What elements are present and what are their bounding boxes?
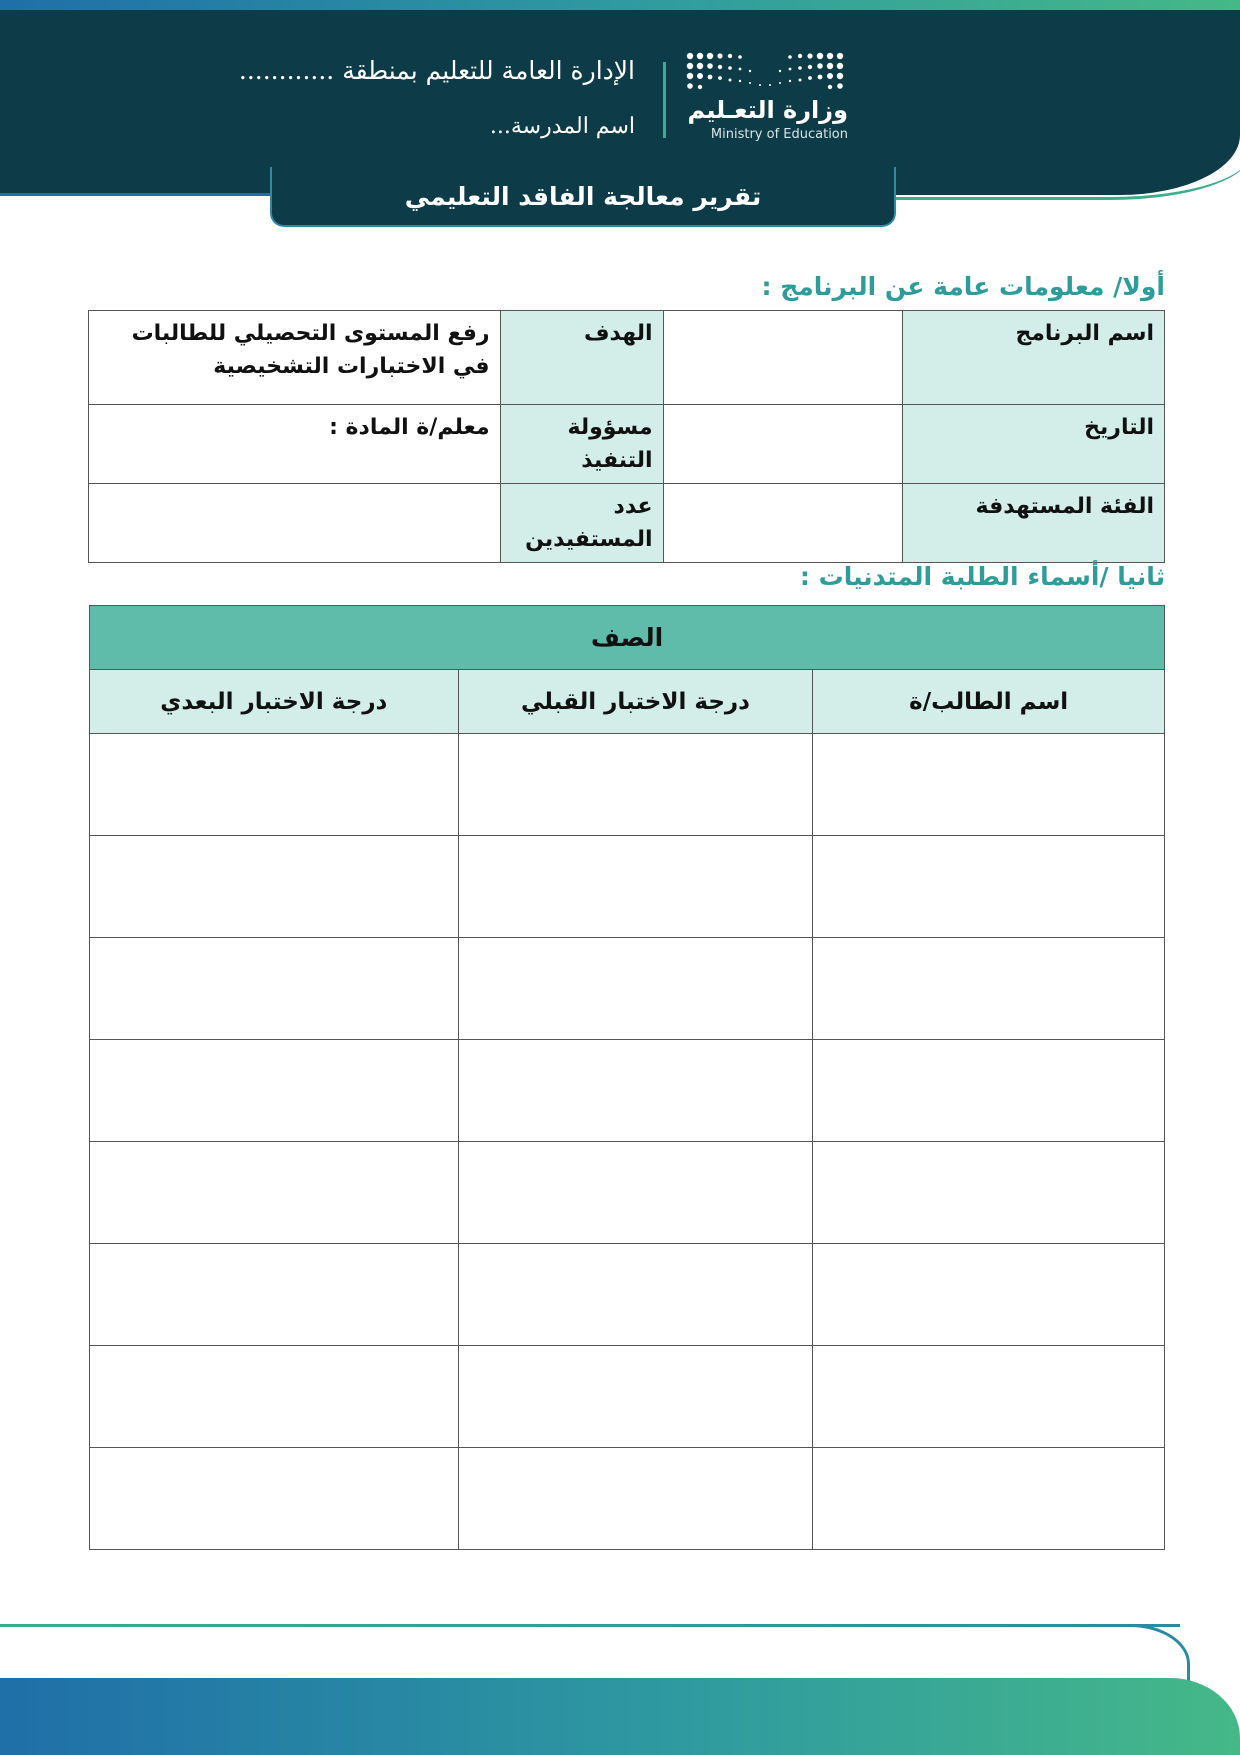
cell-post-test[interactable] <box>90 1040 459 1142</box>
logo-divider <box>663 62 666 138</box>
cell-student-name[interactable] <box>813 938 1165 1040</box>
table-row <box>90 1244 1165 1346</box>
cell-student-name[interactable] <box>813 734 1165 836</box>
header-curve <box>880 150 1240 200</box>
cell-post-test[interactable] <box>90 836 459 938</box>
cell-student-name[interactable] <box>813 1448 1165 1550</box>
label-program-name: اسم البرنامج <box>903 311 1165 405</box>
report-title-text: تقرير معالجة الفاقد التعليمي <box>404 181 762 211</box>
label-target-group: الفئة المستهدفة <box>903 484 1165 563</box>
ministry-name-ar: وزارة التعـليم <box>687 96 848 124</box>
cell-student-name[interactable] <box>813 1346 1165 1448</box>
header-line <box>0 193 280 196</box>
cell-student-name[interactable] <box>813 836 1165 938</box>
table-row <box>90 938 1165 1040</box>
admin-region-line: الإدارة العامة للتعليم بمنطقة ............ <box>238 56 635 85</box>
ministry-logo <box>680 50 850 145</box>
label-goal: الهدف <box>500 311 663 405</box>
label-beneficiaries: عدد المستفيدين <box>500 484 663 563</box>
label-date: التاريخ <box>903 405 1165 484</box>
cell-pre-test[interactable] <box>458 938 813 1040</box>
footer-line <box>0 1624 1180 1674</box>
value-date[interactable] <box>663 405 903 484</box>
cell-student-name[interactable] <box>813 1142 1165 1244</box>
cell-post-test[interactable] <box>90 1448 459 1550</box>
cell-post-test[interactable] <box>90 1244 459 1346</box>
cell-pre-test[interactable] <box>458 1346 813 1448</box>
info-row <box>89 484 1165 563</box>
section1-title: أولا/ معلومات عامة عن البرنامج : <box>761 272 1165 301</box>
ministry-name-en: Ministry of Education <box>710 127 848 142</box>
cell-post-test[interactable] <box>90 734 459 836</box>
table-row <box>90 836 1165 938</box>
value-beneficiaries[interactable] <box>89 484 501 563</box>
report-title <box>270 167 896 227</box>
cell-pre-test[interactable] <box>458 1244 813 1346</box>
table-row <box>90 1040 1165 1142</box>
info-row <box>89 405 1165 484</box>
col-student-name: اسم الطالب/ة <box>813 670 1165 734</box>
value-goal: رفع المستوى التحصيلي للطالبات في الاختبارات التشخيصية <box>89 311 501 405</box>
program-info-table <box>88 310 1165 563</box>
table-row <box>90 1346 1165 1448</box>
cell-post-test[interactable] <box>90 938 459 1040</box>
school-name-line: اسم المدرسة... <box>489 114 635 139</box>
table-row <box>90 1142 1165 1244</box>
logo-dots-icon <box>684 50 846 92</box>
value-target-group[interactable] <box>663 484 903 563</box>
column-header-row <box>90 670 1165 734</box>
cell-student-name[interactable] <box>813 1040 1165 1142</box>
footer-band <box>0 1678 1240 1755</box>
cell-pre-test[interactable] <box>458 1040 813 1142</box>
info-row <box>89 311 1165 405</box>
section2-title: ثانيا /أسماء الطلبة المتدنيات : <box>799 562 1165 591</box>
col-pre-test: درجة الاختبار القبلي <box>458 670 813 734</box>
class-header-row <box>90 606 1165 670</box>
value-program-name[interactable] <box>663 311 903 405</box>
value-executor: معلم/ة المادة : <box>89 405 501 484</box>
cell-pre-test[interactable] <box>458 836 813 938</box>
label-executor: مسؤولة التنفيذ <box>500 405 663 484</box>
cell-pre-test[interactable] <box>458 1142 813 1244</box>
cell-pre-test[interactable] <box>458 1448 813 1550</box>
cell-post-test[interactable] <box>90 1142 459 1244</box>
top-stripe <box>0 0 1240 10</box>
col-post-test: درجة الاختبار البعدي <box>90 670 459 734</box>
table-row <box>90 734 1165 836</box>
class-header: الصف <box>90 606 1165 670</box>
table-row <box>90 1448 1165 1550</box>
students-table <box>89 605 1165 1550</box>
cell-student-name[interactable] <box>813 1244 1165 1346</box>
cell-post-test[interactable] <box>90 1346 459 1448</box>
cell-pre-test[interactable] <box>458 734 813 836</box>
